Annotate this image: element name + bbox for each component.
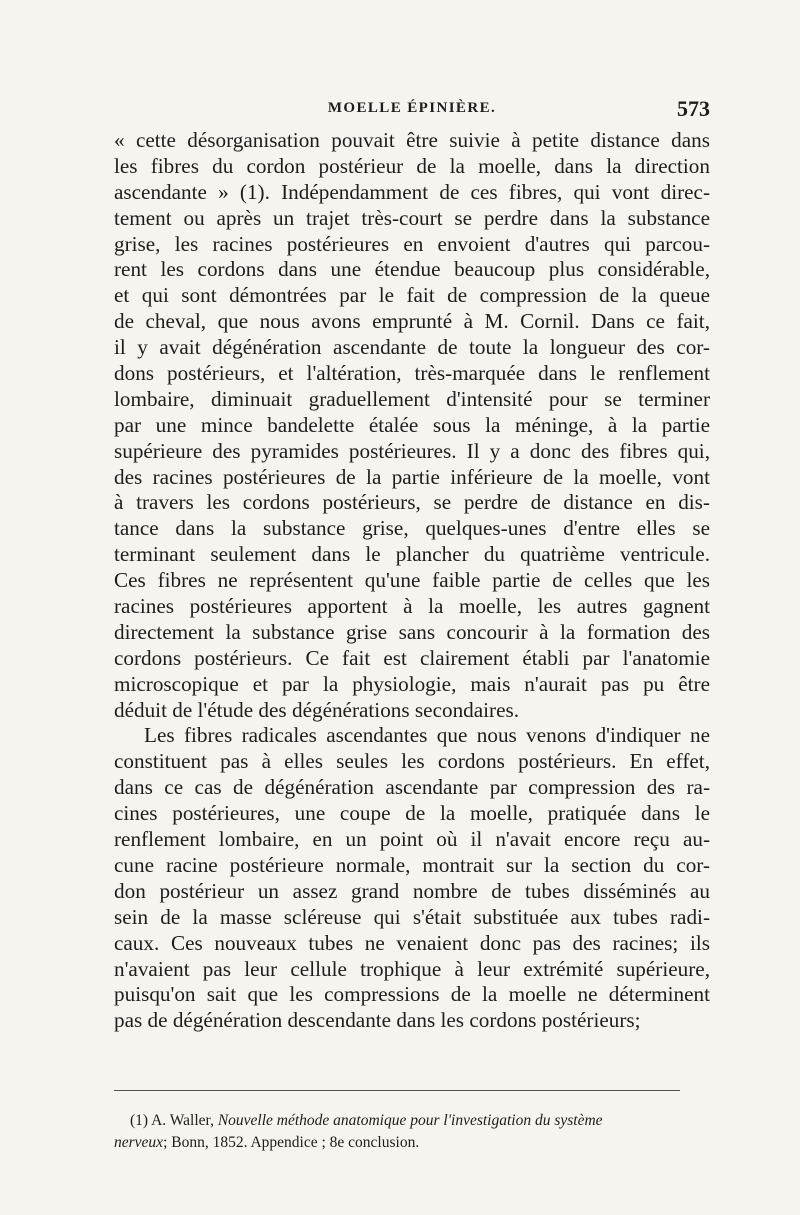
text-line: déduit de l'étude des dégénérations secondaires. (114, 697, 520, 722)
footnote-title-part1: Nouvelle méthode anatomique pour l'investigation du système (217, 1112, 603, 1129)
body-text (114, 128, 710, 1034)
text-line: dons postérieurs, et l'altération, très-marquée dans le renflement (114, 361, 710, 386)
text-line: « cette désorganisation pouvait être suivie à petite distance dans (114, 128, 710, 152)
text-line: supérieure des pyramides postérieures. Il y a donc des fibres qui, (114, 438, 710, 463)
text-line: Ces fibres ne représentent qu'une faible partie de celles que les (114, 568, 710, 593)
text-line: tement ou après un trajet très-court se perdre dans la substance (114, 205, 710, 230)
paragraph-2 (114, 723, 710, 1034)
text-line: rent les cordons dans une étendue beaucoup plus considérable, (114, 257, 710, 282)
text-line: ascendante » (1). Indépendamment de ces fibres, qui vont direc- (114, 179, 710, 204)
text-line: à travers les cordons postérieurs, se perdre de distance en dis- (114, 490, 710, 515)
text-line: directement la substance grise sans concourir à la formation des (114, 619, 710, 644)
footnote-line-2 (114, 1132, 710, 1154)
text-line: les fibres du cordon postérieur de la moelle, dans la direction (114, 153, 710, 178)
text-line: sein de la masse scléreuse qui s'était substituée aux tubes radi- (114, 904, 710, 929)
footnote (114, 1110, 710, 1154)
text-line: constituent pas à elles seules les cordons postérieurs. En effet, (114, 749, 710, 774)
page-number: 573 (677, 96, 710, 121)
text-line: et qui sont démontrées par le fait de compression de la queue (114, 283, 710, 308)
text-line: caux. Ces nouveaux tubes ne venaient donc pas des racines; ils (114, 930, 710, 955)
page-header (114, 96, 710, 122)
text-line: microscopique et par la physiologie, mais n'aurait pas pu être (114, 671, 710, 696)
text-line: de cheval, que nous avons emprunté à M. Cornil. Dans ce fait, (114, 309, 710, 334)
text-line: il y avait dégénération ascendante de toute la longueur des cor- (114, 335, 710, 360)
paragraph-1 (114, 128, 710, 723)
running-title: MOELLE ÉPINIÈRE. (327, 100, 497, 116)
text-line: Les fibres radicales ascendantes que nous venons d'indiquer ne (144, 723, 710, 748)
text-line: cines postérieures, une coupe de la moelle, pratiquée dans le (114, 801, 710, 826)
footnote-line-1 (114, 1110, 710, 1132)
text-line: des racines postérieures de la partie inférieure de la moelle, vont (114, 464, 710, 489)
text-line: puisqu'on sait que les compressions de la moelle ne déterminent (114, 982, 710, 1007)
text-line: par une mince bandelette étalée sous la méninge, à la partie (114, 412, 710, 437)
text-line: n'avaient pas leur cellule trophique à leur extrémité supérieure, (114, 956, 710, 981)
text-line: cordons postérieurs. Ce fait est clairement établi par l'anatomie (114, 645, 710, 670)
text-line: don postérieur un assez grand nombre de tubes disséminés au (114, 878, 710, 903)
footnote-title-part2: nerveux (114, 1134, 164, 1151)
text-line: cune racine postérieure normale, montrait sur la section du cor- (114, 852, 710, 877)
text-line: lombaire, diminuait graduellement d'intensité pour se terminer (114, 386, 710, 411)
footnote-rest: ; Bonn, 1852. Appendice ; 8e conclusion. (163, 1134, 420, 1151)
footnote-rule (114, 1090, 680, 1091)
text-line: grise, les racines postérieures en envoient d'autres qui parcou- (114, 231, 710, 256)
text-line: racines postérieures apportent à la moelle, les autres gagnent (114, 594, 710, 619)
text-line: tance dans la substance grise, quelques-unes d'entre elles se (114, 516, 710, 541)
text-line: dans ce cas de dégénération ascendante par compression des ra- (114, 775, 710, 800)
footnote-marker: (1) (130, 1112, 149, 1129)
text-line: renflement lombaire, en un point où il n'avait encore reçu au- (114, 827, 710, 852)
footnote-author: A. Waller, (151, 1112, 214, 1129)
text-line: terminant seulement dans le plancher du quatrième ventricule. (114, 542, 710, 567)
text-line: pas de dégénération descendante dans les cordons postérieurs; (114, 1008, 641, 1033)
